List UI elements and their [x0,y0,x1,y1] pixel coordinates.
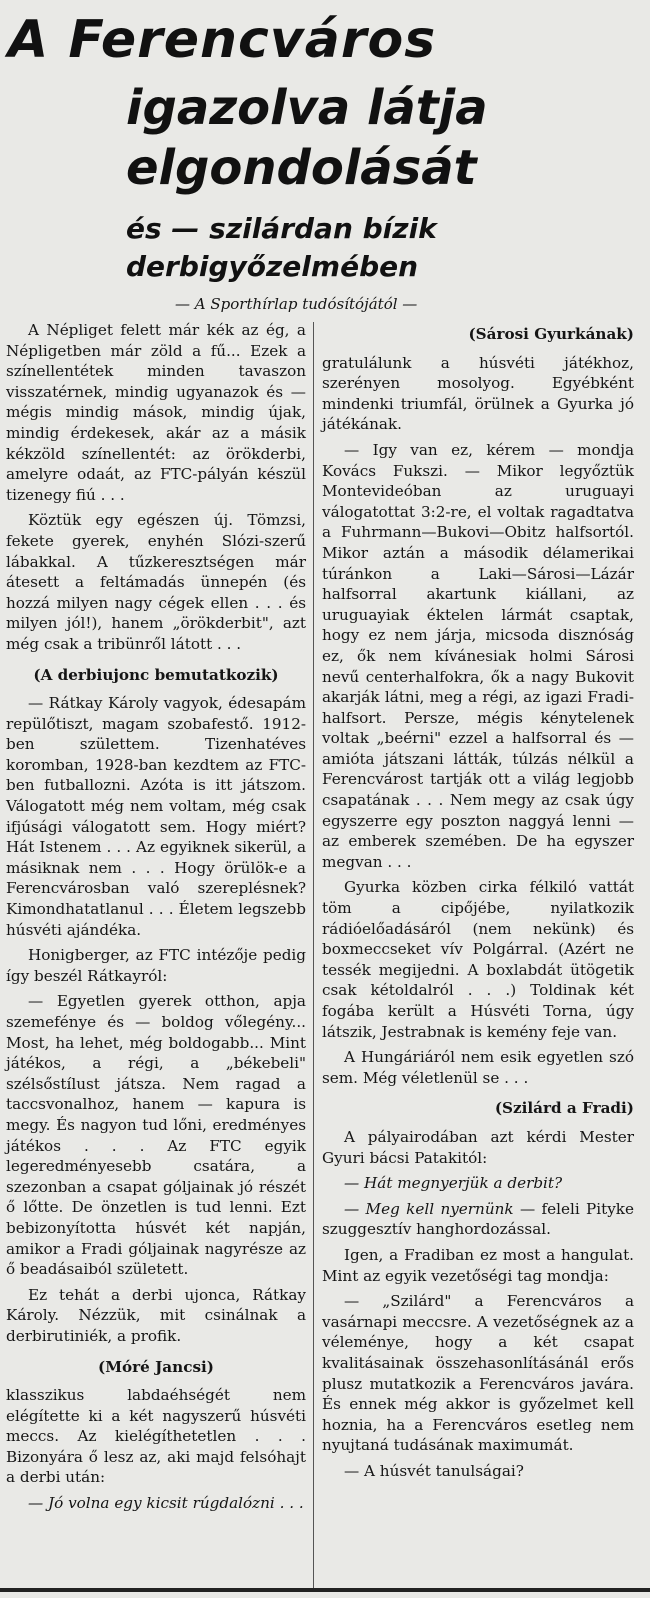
paragraph: gratulálunk a húsvéti játékhoz, szerényen mosolyog. Egyébként mindenki triumfál, örülnek a Gyurka jó játékának. [322,353,634,434]
headline-line-2: igazolva látja [126,80,488,136]
left-column [6,320,306,1514]
paragraph: — „Szilárd" a Ferencváros a vasárnapi meccsre. A vezetőségnek az a véleménye, hogy a két csapat kvalitásainak összehasonlításánál erős plusz mutatkozik a Ferencváros javára. És ennek még akkor is győzelmet kell hoznia, ha a Ferencváros esetleg nem nyujtaná tudásának maximumát. [322,1292,634,1455]
paragraph: A pályairodában azt kérdi Mester Gyuri bácsi Patakitól: [322,1127,634,1167]
byline: — A Sporthírlap tudósítójától — [175,295,418,313]
right-column [322,320,634,1481]
paragraph: Ez tehát a derbi ujonca, Rátkay Károly. Nézzük, mit csinálnak a derbirutiniék, a profik. [6,1285,306,1345]
section-heading: (A derbiujonc bemutatkozik) [33,665,279,684]
paragraph: Köztük egy egészen új. Tömzsi, fekete gyerek, enyhén Slózi-szerű lábakkal. A tűzkeresztségen már átesett a feltámadás ünnepén (és hozzá milyen nagy cégek ellen . . . és milyen jól!), hanem „örökderbit", azt még csak a tribünről látott . . . [6,511,306,653]
quote-text: — Meg kell nyernünk [344,1199,514,1218]
paragraph-text: — feleli Pityke szuggesztív hanghordozással. [322,1199,635,1239]
paragraph [322,1199,634,1240]
paragraph: Honigberger, az FTC intézője pedig így beszél Rátkayról: [6,946,306,985]
quote-paragraph: — Jó volna egy kicsit rúgdalózni . . . [28,1494,304,1513]
paragraph: Igen, a Fradiban ez most a hangulat. Mint az egyik vezetőségi tag mondja: [322,1245,634,1285]
paragraph: klasszikus labdaéhségét nem elégítette ki a két nagyszerű húsvéti meccs. Az kielégíthetetlen . . . Bizonyára ő lesz az, aki majd felsóhajt a derbi után: [6,1386,306,1487]
section-heading: (Szilárd a Fradi) [494,1099,634,1118]
column-divider [313,322,314,1592]
paragraph: — Igy van ez, kérem — mondja Kovács Fukszi. — Mikor legyőztük Montevideóban az uruguayi válogatottat 3:2-re, el voltak ragadtatva a Fuhrmann—Bukovi—Obitz halfsortól. Mikor aztán a második délamerikai túránkon a Laki—Sárosi—Lázár halfsorral akartunk kiállani, az uruguayiak éktelen lármát csaptak, hogy ez nem járja, micsoda disznóság ez, ők nem kívánesiak holmi Sárosi nevű centerhalfokra, ők a nagy Bukovit akarják látni, meg a régi, az igazi Fradi-halfsort. Persze, mégis kénytelenek voltak „beérni" ezzel a halfsorral és — amióta játszani látták, túlzás nélkül a Ferencvárost tartják ott a világ legjobb csapatának . . . Nem megy az csak úgy egyszerre egy poszton naggyá lenni — az emberek szemében. De ha egyszer megvan . . . [322,440,634,871]
headline-line-3: elgondolását [126,140,477,196]
paragraph: — Rátkay Károly vagyok, édesapám repülőtiszt, magam szobafestő. 1912-ben születtem. Tizenhatéves koromban, 1928-ban kezdtem az FTC-ben futballozni. Azóta is itt játszom. Válogatott még nem voltam, még csak ifjúsági válogatott sem. Hogy miért? Hát Istenem . . . Az egyiknek sikerül, a másiknak nem . . . Hogy örülök-e a Ferencvárosban való szereplésnek? Kimondhatatlanul . . . Életem legszebb húsvéti ajándéka. [6,694,306,939]
paragraph: A Népliget felett már kék az ég, a Népligetben már zöld a fű... Ezek a színellentétek minden tavaszon visszatérnek, mindig ugyanazok és — mégis mindig mások, mindig újak, mindig érdekesek, akár az a másik kékzöld színellentét: az örökderbi, amelyre odaát, az FTC-pályán készül tizenegy fiú . . . [6,321,306,504]
paragraph: — Egyetlen gyerek otthon, apja szemefénye és — boldog vőlegény... Most, ha lehet, még boldogabb... Mint játékos, a régi, a „békebeli" szélsőstílust játsza. Nem ragad a taccsvonalhoz, hanem — kapura is megy. És nagyon tud lőni, eredményes játékos . . . Az FTC egyik legeredményesebb csatára, a szezonban a csapat góljainak jó részét ő lőtte. De önzetlen is tud lenni. Ezt bebizonyította húsvét két napján, amikor a Fradi góljainak nagyrésze az ő beadásaiból született. [6,992,306,1279]
quote-paragraph: — Hát megnyerjük a derbit? [344,1174,563,1193]
paragraph: — A húsvét tanulságai? [344,1461,524,1480]
section-heading: (Sárosi Gyurkának) [468,325,634,343]
page-bottom-rule [0,1588,650,1592]
headline-line-1: A Ferencváros [8,10,437,70]
subheadline-line-1: és — szilárdan bízik [126,212,437,245]
subheadline-line-2: derbigyőzelmében [126,250,419,283]
section-heading: (Móré Jancsi) [98,1357,214,1376]
paragraph: Gyurka közben cirka félkiló vattát töm a cipőjébe, nyilatkozik rádióelőadásáról (nem nekünk) és boxmeccseket vív Polgárral. (Azért ne tessék megijedni. A boxlabdát ütögetik csak kétoldalról . . .) Toldinak két fogába került a Húsvéti Torna, úgy látszik, Jestrabnak is kemény feje van. [322,878,634,1041]
paragraph: A Hungáriáról nem esik egyetlen szó sem. Még véletlenül se . . . [322,1048,634,1087]
